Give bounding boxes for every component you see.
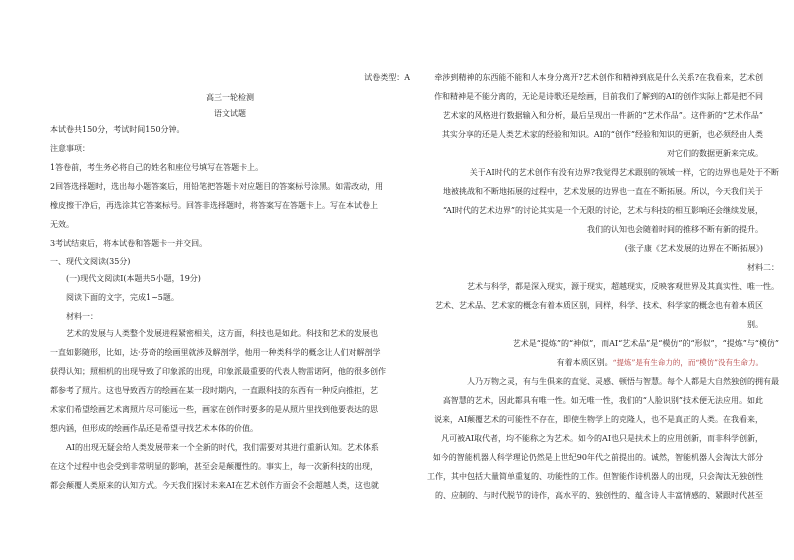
- paragraph-line: 如今的智能机器人科学理论仍然是上世纪90年代之前提出的。诚然，智能机器人会淘汰大部分: [432, 453, 763, 462]
- notice-2-line-3: 无效。: [50, 220, 74, 229]
- paragraph-line: 凡可被AI取代者，均不能称之为艺术。如今的AI也只是扶术上的应用创新，而非科学创新，: [441, 434, 763, 443]
- paragraph-line: 人乃万物之灵，有与生俱来的直觉、灵感、顿悟与智慧。每个人都是大自然独创的拥有最: [467, 377, 779, 386]
- exam-title: 高三一轮检测: [206, 93, 254, 102]
- notice-2-line-1: 2回答选择题时，选出每小题答案后，用铅笔把答题卡对应题目的答案标号涂黑。如需改动，用: [50, 182, 384, 191]
- paragraph-line: “AI时代的艺术边界”的讨论其实是一个无限的讨论，艺术与科技的相互影响还会继续发展，: [442, 206, 763, 215]
- paragraph-line: 艺术家的风格进行数据输入和分析，最后呈现出一件新的“艺术作品”。这件新的“艺术作品”: [442, 111, 763, 120]
- paragraph-line: 我们的认知也会随着时间的推移不断有新的提升。: [587, 225, 763, 234]
- paragraph-line: 在这个过程中也会受到非常明显的影响，甚至会是颠覆性的。事实上，每一次新科技的出现，: [50, 462, 378, 471]
- paragraph-line: 艺术与科学，都是深入现实，源于现实，超越现实，反映客观世界及其真实性、唯一性。: [467, 282, 779, 291]
- paragraph-line: 牵涉到精神的东西能不能和人本身分离开?艺术创作和精神到底是什么关系?在我看来，艺术创: [434, 73, 763, 82]
- notice-1: 1答卷前，考生务必将自己的姓名和座位号填写在答题卡上。: [50, 163, 264, 172]
- paragraph-line: 都会颠覆人类原来的认知方式。今天我们探讨未来AI在艺术创作方面会不会超越人类，这也就: [50, 481, 379, 490]
- paragraph-line: 工作，其中包括大量简单重复的、功能性的工作。但智能作诗机器人的出现，只会淘汰无独创性: [427, 472, 763, 481]
- paragraph-line: 高智慧的艺术，因此都具有唯一性。如无唯一性，我们的“人脸识别”技术便无法应用。如此: [442, 396, 763, 405]
- paragraph-line: 艺术的发展与人类整个发展进程紧密相关，这方面，科技也是如此。科技和艺术的发展也: [66, 329, 378, 338]
- paragraph-line: 的、应制的、与时代脱节的诗作，高水平的、独创性的、蕴含诗人丰富情感的、紧跟时代甚至: [435, 491, 763, 500]
- material-1-label: 材料一：: [66, 312, 98, 321]
- paragraph-line: 别。: [747, 320, 763, 329]
- paragraph-line: 作和精神是不能分离的，无论是诗歌还是绘画，目前我们了解到的AI的创作实际上都是把不同: [434, 92, 763, 101]
- highlighted-note: “提炼”是有生命力的，而“模仿”没有生命力。: [612, 358, 763, 367]
- subsection-heading: (一)现代文阅读Ⅰ(本题共5小题，19分): [66, 274, 201, 283]
- paragraph-line: 其实分享的还是人类艺术家的经验和知识。AI的“创作”经验和知识的更新，也必须经由人类: [441, 130, 763, 139]
- paragraph-line: 想内涵，但形成的绘画作品还是希望寻找艺术本体的价值。: [50, 424, 258, 433]
- source-citation: (张子康《艺术发展的边界在不断拓展》): [624, 244, 763, 253]
- paragraph-line: 艺术、艺术品、艺术家的概念有着本质区别，同样，科学、技术、科学家的概念也有着本质区: [435, 301, 763, 310]
- paragraph-line: AI的出现无疑会给人类发展带来一个全新的时代，我们需要对其进行重新认知。艺术体系: [66, 443, 379, 452]
- paragraph-line: 地被挑战和不断地拓展的过程中，艺术发展的边界也一直在不断拓展。所以，今天我们关于: [443, 187, 763, 196]
- section-heading: 一、现代文阅读(35分): [50, 257, 131, 266]
- notice-2-line-2: 橡皮擦干净后，再选涂其它答案标号。回答非选择题时，将答案写在答题卡上。写在本试卷上: [50, 201, 378, 210]
- paragraph-text: 有着本质区别。: [556, 358, 613, 367]
- notice-3: 3考试结束后，将本试卷和答题卡一并交回。: [50, 239, 208, 248]
- material-2-label: 材料二：: [747, 263, 779, 272]
- notice-heading: 注意事项：: [50, 144, 90, 153]
- paragraph-line: 获得认知；照相机的出现导致了印象派的出现，印象派最重要的代表人物雷诺阿，他的很多创作: [50, 367, 386, 376]
- exam-intro: 本试卷共150分，考试时间150分钟。: [50, 125, 185, 134]
- paragraph-line: 术家们希望绘画艺术离照片尽可能远一些，画家在创作时要多的是从照片里找到他要表达的思: [50, 405, 378, 414]
- paragraph-line: 关于AI时代的艺术创作有没有边界?我觉得艺术跟别的领域一样，它的边界也是处于不断: [469, 168, 779, 177]
- paragraph-line: 艺术是“提炼”的“神似”，而AI“艺术品”是“模仿”的“形似”，“提炼”与“模仿”: [512, 339, 779, 348]
- exam-subject: 语文试题: [214, 109, 246, 118]
- paragraph-line: 对它们的数据更新来完成。: [667, 149, 763, 158]
- paragraph-line: 说来，AI颠覆艺术的可能性不存在，即使生物学上的克隆人，也不是真正的人类。在我看来，: [434, 415, 763, 424]
- paragraph-line: 一直如影随形，比如，达·芬奇的绘画里就涉及解剖学，他用一种类科学的概念让人们对解剖学: [50, 348, 381, 357]
- paper-type: 试卷类型：A: [364, 73, 410, 82]
- paragraph-line: 都参考了照片。这也导致西方的绘画在某一段时期内，一直跟科技的东西有一种反向推拒，艺: [50, 386, 378, 395]
- paragraph-line-mixed: [403, 357, 763, 368]
- reading-instruction: 阅读下面的文字，完成1~5题。: [66, 293, 179, 302]
